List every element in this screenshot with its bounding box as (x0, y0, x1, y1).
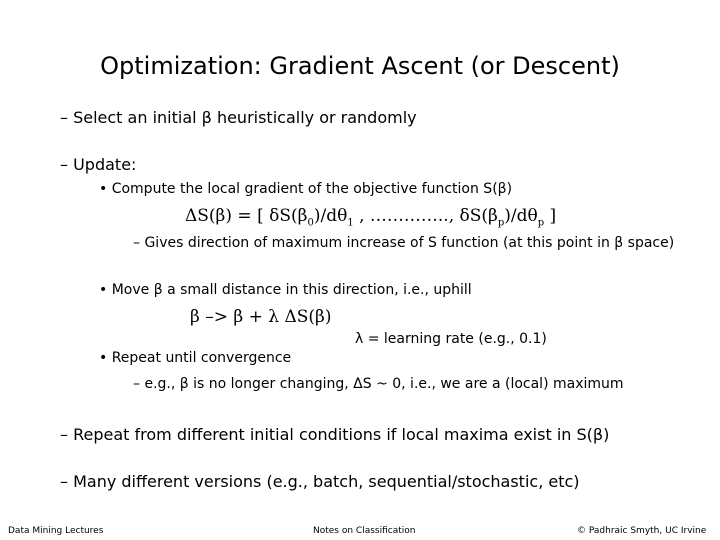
gradient-end: ] (544, 206, 557, 226)
bullet-update: – Update: (60, 155, 137, 174)
bullet-select: – Select an initial β heuristically or randomly (60, 108, 417, 127)
slide-title: Optimization: Gradient Ascent (or Descent) (100, 52, 620, 80)
bullet-repeat-from: – Repeat from different initial conditions if local maxima exist in S(β) (60, 425, 610, 444)
gradient-sub-1: 1 (347, 217, 354, 229)
gradient-formula (185, 206, 556, 228)
gradient-sub-p2: p (537, 217, 545, 229)
bullet-eg: – e.g., β is no longer changing, ΔS ~ 0, i.e., we are a (local) maximum (133, 376, 624, 392)
gradient-mid2: )/dθ (504, 206, 538, 226)
gradient-sub-p: p (497, 217, 505, 229)
footer-right: © Padhraic Smyth, UC Irvine (577, 526, 707, 536)
gradient-dots: , ………….., δS(β (353, 206, 498, 226)
lambda-note: λ = learning rate (e.g., 0.1) (355, 331, 547, 347)
gradient-sub-0: 0 (307, 217, 314, 229)
footer-left: Data Mining Lectures (8, 526, 104, 536)
gradient-lhs: ΔS(β) = [ δS(β (185, 206, 308, 226)
bullet-repeat-until: • Repeat until convergence (99, 350, 292, 366)
gradient-mid: )/dθ (313, 206, 348, 226)
bullet-versions: – Many different versions (e.g., batch, sequential/stochastic, etc) (60, 472, 580, 491)
bullet-compute: • Compute the local gradient of the objective function S(β) (99, 181, 513, 197)
bullet-move: • Move β a small distance in this direction, i.e., uphill (99, 282, 472, 298)
footer-center: Notes on Classification (313, 526, 416, 536)
bullet-direction: – Gives direction of maximum increase of S function (at this point in β space) (133, 235, 675, 251)
update-rule: β –> β + λ ΔS(β) (190, 307, 332, 327)
